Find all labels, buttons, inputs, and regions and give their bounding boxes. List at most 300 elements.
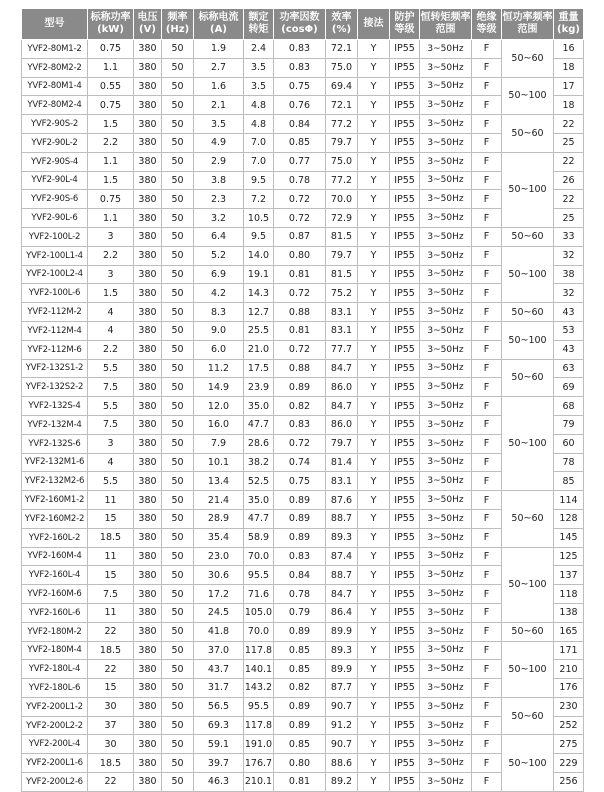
cell-protection: IP55: [390, 190, 420, 209]
cell-current: 46.3: [194, 773, 244, 792]
cell-constant-torque-range: 3~50Hz: [420, 585, 472, 604]
cell-constant-torque-range: 3~50Hz: [420, 152, 472, 171]
cell-connection: Y: [358, 321, 390, 340]
cell-power: 1.5: [88, 115, 134, 134]
cell-efficiency: 72.1: [326, 96, 358, 115]
header-insulation: 绝缘等级: [472, 9, 502, 40]
cell-current: 2.9: [194, 152, 244, 171]
cell-voltage: 380: [134, 716, 162, 735]
cell-power-factor: 0.89: [274, 697, 326, 716]
header-constant-torque-range: 恒转矩频率范围: [420, 9, 472, 40]
cell-torque: 191.0: [244, 735, 274, 754]
cell-model: YVF2-132M2-6: [22, 472, 88, 491]
cell-power-factor: 0.72: [274, 209, 326, 228]
cell-frequency: 50: [162, 77, 194, 96]
cell-model: YVF2-160L-6: [22, 603, 88, 622]
cell-power: 4: [88, 321, 134, 340]
cell-power-factor: 0.88: [274, 303, 326, 322]
cell-frequency: 50: [162, 58, 194, 77]
cell-frequency: 50: [162, 735, 194, 754]
cell-protection: IP55: [390, 509, 420, 528]
cell-power: 15: [88, 566, 134, 585]
cell-protection: IP55: [390, 133, 420, 152]
cell-weight: 230: [554, 697, 584, 716]
cell-current: 17.2: [194, 585, 244, 604]
cell-voltage: 380: [134, 190, 162, 209]
cell-weight: 43: [554, 303, 584, 322]
cell-connection: Y: [358, 190, 390, 209]
header-frequency: 频率(Hz): [162, 9, 194, 40]
table-row: [22, 472, 584, 491]
cell-power: 5.5: [88, 359, 134, 378]
cell-voltage: 380: [134, 96, 162, 115]
cell-frequency: 50: [162, 472, 194, 491]
header-model: 型号: [22, 9, 88, 40]
cell-constant-torque-range: 3~50Hz: [420, 77, 472, 96]
cell-current: 59.1: [194, 735, 244, 754]
cell-constant-torque-range: 3~50Hz: [420, 227, 472, 246]
cell-torque: 14.3: [244, 284, 274, 303]
cell-frequency: 50: [162, 641, 194, 660]
cell-model: YVF2-180M-2: [22, 622, 88, 641]
cell-current: 4.2: [194, 284, 244, 303]
cell-constant-power-range: 50~60: [502, 697, 554, 735]
cell-constant-torque-range: 3~50Hz: [420, 190, 472, 209]
cell-model: YVF2-112M-6: [22, 340, 88, 359]
cell-model: YVF2-112M-2: [22, 303, 88, 322]
cell-model: YVF2-80M2-4: [22, 96, 88, 115]
cell-efficiency: 81.4: [326, 453, 358, 472]
cell-voltage: 380: [134, 246, 162, 265]
table-row: [22, 152, 584, 171]
cell-constant-torque-range: 3~50Hz: [420, 96, 472, 115]
cell-current: 6.0: [194, 340, 244, 359]
cell-power: 11: [88, 491, 134, 510]
cell-frequency: 50: [162, 585, 194, 604]
cell-efficiency: 86.4: [326, 603, 358, 622]
cell-torque: 7.2: [244, 190, 274, 209]
cell-voltage: 380: [134, 378, 162, 397]
cell-weight: 32: [554, 246, 584, 265]
cell-frequency: 50: [162, 622, 194, 641]
cell-current: 35.4: [194, 528, 244, 547]
cell-torque: 70.0: [244, 622, 274, 641]
cell-connection: Y: [358, 528, 390, 547]
cell-power: 3: [88, 227, 134, 246]
cell-model: YVF2-160M-4: [22, 547, 88, 566]
cell-model: YVF2-132M1-6: [22, 453, 88, 472]
cell-model: YVF2-160M2-2: [22, 509, 88, 528]
cell-frequency: 50: [162, 359, 194, 378]
cell-torque: 10.5: [244, 209, 274, 228]
cell-voltage: 380: [134, 321, 162, 340]
cell-model: YVF2-160L-2: [22, 528, 88, 547]
cell-current: 2.7: [194, 58, 244, 77]
cell-power-factor: 0.85: [274, 660, 326, 679]
cell-frequency: 50: [162, 284, 194, 303]
cell-model: YVF2-90L-2: [22, 133, 88, 152]
table-row: [22, 340, 584, 359]
cell-efficiency: 86.0: [326, 378, 358, 397]
cell-insulation: F: [472, 397, 502, 416]
cell-efficiency: 77.7: [326, 340, 358, 359]
cell-insulation: F: [472, 265, 502, 284]
cell-power-factor: 0.81: [274, 265, 326, 284]
cell-constant-torque-range: 3~50Hz: [420, 735, 472, 754]
cell-protection: IP55: [390, 716, 420, 735]
cell-power: 2.2: [88, 133, 134, 152]
cell-power: 18.5: [88, 641, 134, 660]
cell-voltage: 380: [134, 397, 162, 416]
cell-connection: Y: [358, 716, 390, 735]
cell-frequency: 50: [162, 321, 194, 340]
table-row: [22, 209, 584, 228]
cell-connection: Y: [358, 547, 390, 566]
cell-torque: 21.0: [244, 340, 274, 359]
cell-weight: 16: [554, 40, 584, 59]
cell-insulation: F: [472, 434, 502, 453]
cell-current: 1.6: [194, 77, 244, 96]
cell-weight: 114: [554, 491, 584, 510]
cell-frequency: 50: [162, 547, 194, 566]
cell-insulation: F: [472, 491, 502, 510]
cell-constant-power-range: 50~100: [502, 641, 554, 697]
cell-efficiency: 88.6: [326, 754, 358, 773]
cell-weight: 25: [554, 209, 584, 228]
cell-weight: 68: [554, 397, 584, 416]
header-power: 标称功率(kW): [88, 9, 134, 40]
cell-current: 43.7: [194, 660, 244, 679]
cell-weight: 176: [554, 679, 584, 698]
cell-weight: 33: [554, 227, 584, 246]
cell-model: YVF2-160M1-2: [22, 491, 88, 510]
table-row: [22, 735, 584, 754]
cell-power: 11: [88, 547, 134, 566]
cell-protection: IP55: [390, 660, 420, 679]
cell-connection: Y: [358, 491, 390, 510]
cell-connection: Y: [358, 566, 390, 585]
cell-torque: 58.9: [244, 528, 274, 547]
cell-torque: 47.7: [244, 509, 274, 528]
table-row: [22, 434, 584, 453]
cell-torque: 9.5: [244, 227, 274, 246]
cell-power-factor: 0.80: [274, 754, 326, 773]
cell-power-factor: 0.74: [274, 453, 326, 472]
cell-constant-torque-range: 3~50Hz: [420, 509, 472, 528]
cell-power-factor: 0.82: [274, 679, 326, 698]
cell-connection: Y: [358, 697, 390, 716]
cell-torque: 4.8: [244, 115, 274, 134]
cell-insulation: F: [472, 359, 502, 378]
cell-power-factor: 0.83: [274, 58, 326, 77]
cell-voltage: 380: [134, 115, 162, 134]
cell-efficiency: 90.7: [326, 735, 358, 754]
cell-insulation: F: [472, 528, 502, 547]
cell-weight: 22: [554, 190, 584, 209]
cell-weight: 18: [554, 58, 584, 77]
cell-voltage: 380: [134, 58, 162, 77]
cell-protection: IP55: [390, 115, 420, 134]
table-row: [22, 716, 584, 735]
cell-connection: Y: [358, 115, 390, 134]
table-row: [22, 415, 584, 434]
cell-model: YVF2-200L2-2: [22, 716, 88, 735]
cell-voltage: 380: [134, 284, 162, 303]
cell-power-factor: 0.72: [274, 190, 326, 209]
cell-protection: IP55: [390, 415, 420, 434]
cell-power-factor: 0.89: [274, 509, 326, 528]
cell-voltage: 380: [134, 133, 162, 152]
cell-current: 56.5: [194, 697, 244, 716]
cell-efficiency: 79.7: [326, 133, 358, 152]
cell-weight: 17: [554, 77, 584, 96]
cell-frequency: 50: [162, 133, 194, 152]
cell-constant-torque-range: 3~50Hz: [420, 434, 472, 453]
cell-insulation: F: [472, 378, 502, 397]
cell-model: YVF2-90L-4: [22, 171, 88, 190]
cell-protection: IP55: [390, 472, 420, 491]
cell-power: 5.5: [88, 397, 134, 416]
cell-power-factor: 0.78: [274, 585, 326, 604]
cell-torque: 3.5: [244, 77, 274, 96]
cell-frequency: 50: [162, 265, 194, 284]
cell-power-factor: 0.88: [274, 359, 326, 378]
cell-torque: 35.0: [244, 397, 274, 416]
cell-power-factor: 0.77: [274, 152, 326, 171]
cell-protection: IP55: [390, 246, 420, 265]
cell-frequency: 50: [162, 509, 194, 528]
cell-power-factor: 0.84: [274, 115, 326, 134]
cell-voltage: 380: [134, 209, 162, 228]
cell-voltage: 380: [134, 585, 162, 604]
cell-constant-torque-range: 3~50Hz: [420, 171, 472, 190]
cell-frequency: 50: [162, 209, 194, 228]
cell-power: 22: [88, 660, 134, 679]
cell-insulation: F: [472, 697, 502, 716]
cell-connection: Y: [358, 679, 390, 698]
cell-insulation: F: [472, 77, 502, 96]
cell-model: YVF2-200L1-2: [22, 697, 88, 716]
cell-constant-torque-range: 3~50Hz: [420, 321, 472, 340]
cell-protection: IP55: [390, 566, 420, 585]
cell-insulation: F: [472, 340, 502, 359]
cell-voltage: 380: [134, 77, 162, 96]
cell-efficiency: 72.9: [326, 209, 358, 228]
table-row: [22, 265, 584, 284]
cell-protection: IP55: [390, 697, 420, 716]
cell-power-factor: 0.85: [274, 735, 326, 754]
cell-power: 3: [88, 434, 134, 453]
cell-constant-power-range: 50~60: [502, 40, 554, 78]
cell-model: YVF2-112M-4: [22, 321, 88, 340]
cell-constant-torque-range: 3~50Hz: [420, 303, 472, 322]
table-row: [22, 77, 584, 96]
cell-voltage: 380: [134, 152, 162, 171]
cell-efficiency: 83.1: [326, 472, 358, 491]
cell-protection: IP55: [390, 284, 420, 303]
cell-model: YVF2-160M-6: [22, 585, 88, 604]
cell-model: YVF2-90S-4: [22, 152, 88, 171]
cell-insulation: F: [472, 190, 502, 209]
cell-power: 22: [88, 622, 134, 641]
table-row: [22, 40, 584, 59]
cell-efficiency: 77.2: [326, 171, 358, 190]
cell-power-factor: 0.75: [274, 77, 326, 96]
cell-insulation: F: [472, 566, 502, 585]
table-row: [22, 528, 584, 547]
table-row: [22, 773, 584, 792]
cell-efficiency: 89.3: [326, 641, 358, 660]
cell-efficiency: 77.2: [326, 115, 358, 134]
cell-torque: 9.5: [244, 171, 274, 190]
cell-torque: 52.5: [244, 472, 274, 491]
cell-weight: 25: [554, 133, 584, 152]
cell-insulation: F: [472, 115, 502, 134]
cell-constant-torque-range: 3~50Hz: [420, 265, 472, 284]
cell-power-factor: 0.72: [274, 434, 326, 453]
cell-frequency: 50: [162, 303, 194, 322]
cell-connection: Y: [358, 603, 390, 622]
cell-weight: 22: [554, 152, 584, 171]
table-row: [22, 246, 584, 265]
cell-power-factor: 0.89: [274, 491, 326, 510]
cell-protection: IP55: [390, 152, 420, 171]
cell-model: YVF2-90L-6: [22, 209, 88, 228]
cell-power: 18.5: [88, 528, 134, 547]
table-row: [22, 585, 584, 604]
cell-weight: 125: [554, 547, 584, 566]
cell-connection: Y: [358, 641, 390, 660]
cell-constant-torque-range: 3~50Hz: [420, 716, 472, 735]
cell-weight: 85: [554, 472, 584, 491]
cell-power-factor: 0.89: [274, 716, 326, 735]
cell-insulation: F: [472, 773, 502, 792]
cell-power: 2.2: [88, 340, 134, 359]
cell-insulation: F: [472, 660, 502, 679]
cell-protection: IP55: [390, 585, 420, 604]
cell-protection: IP55: [390, 641, 420, 660]
cell-power-factor: 0.82: [274, 397, 326, 416]
cell-model: YVF2-180L-4: [22, 660, 88, 679]
cell-model: YVF2-80M1-4: [22, 77, 88, 96]
cell-efficiency: 83.1: [326, 303, 358, 322]
cell-model: YVF2-180M-4: [22, 641, 88, 660]
cell-current: 23.0: [194, 547, 244, 566]
cell-power: 37: [88, 716, 134, 735]
cell-constant-power-range: 50~100: [502, 397, 554, 491]
cell-current: 8.3: [194, 303, 244, 322]
cell-efficiency: 69.4: [326, 77, 358, 96]
table-header: [22, 9, 584, 40]
cell-protection: IP55: [390, 528, 420, 547]
cell-weight: 128: [554, 509, 584, 528]
cell-current: 28.9: [194, 509, 244, 528]
cell-torque: 210.1: [244, 773, 274, 792]
cell-model: YVF2-132S-4: [22, 397, 88, 416]
cell-weight: 165: [554, 622, 584, 641]
cell-torque: 7.0: [244, 152, 274, 171]
cell-power: 4: [88, 453, 134, 472]
cell-protection: IP55: [390, 453, 420, 472]
cell-insulation: F: [472, 171, 502, 190]
cell-torque: 7.0: [244, 133, 274, 152]
cell-voltage: 380: [134, 265, 162, 284]
cell-insulation: F: [472, 227, 502, 246]
cell-insulation: F: [472, 133, 502, 152]
cell-efficiency: 87.6: [326, 491, 358, 510]
cell-current: 12.0: [194, 397, 244, 416]
cell-voltage: 380: [134, 603, 162, 622]
header-voltage: 电压(V): [134, 9, 162, 40]
cell-voltage: 380: [134, 622, 162, 641]
cell-voltage: 380: [134, 340, 162, 359]
cell-efficiency: 72.1: [326, 40, 358, 59]
cell-insulation: F: [472, 679, 502, 698]
cell-voltage: 380: [134, 434, 162, 453]
cell-power: 7.5: [88, 585, 134, 604]
cell-voltage: 380: [134, 509, 162, 528]
table-row: [22, 378, 584, 397]
cell-weight: 252: [554, 716, 584, 735]
table-row: [22, 96, 584, 115]
cell-power: 22: [88, 773, 134, 792]
cell-weight: 22: [554, 115, 584, 134]
table-row: [22, 453, 584, 472]
cell-weight: 145: [554, 528, 584, 547]
cell-protection: IP55: [390, 603, 420, 622]
cell-power-factor: 0.79: [274, 603, 326, 622]
cell-current: 2.1: [194, 96, 244, 115]
cell-power: 7.5: [88, 415, 134, 434]
cell-efficiency: 87.4: [326, 547, 358, 566]
cell-frequency: 50: [162, 697, 194, 716]
cell-protection: IP55: [390, 171, 420, 190]
cell-current: 7.9: [194, 434, 244, 453]
cell-model: YVF2-132S-6: [22, 434, 88, 453]
cell-model: YVF2-200L2-6: [22, 773, 88, 792]
header-efficiency: 效率(%): [326, 9, 358, 40]
table-row: [22, 115, 584, 134]
cell-frequency: 50: [162, 96, 194, 115]
cell-constant-torque-range: 3~50Hz: [420, 209, 472, 228]
cell-insulation: F: [472, 209, 502, 228]
cell-power: 0.75: [88, 190, 134, 209]
cell-torque: 23.9: [244, 378, 274, 397]
cell-frequency: 50: [162, 246, 194, 265]
cell-efficiency: 90.7: [326, 697, 358, 716]
cell-protection: IP55: [390, 434, 420, 453]
cell-weight: 137: [554, 566, 584, 585]
cell-constant-torque-range: 3~50Hz: [420, 622, 472, 641]
cell-protection: IP55: [390, 754, 420, 773]
cell-insulation: F: [472, 415, 502, 434]
cell-protection: IP55: [390, 227, 420, 246]
table-row: [22, 679, 584, 698]
cell-protection: IP55: [390, 96, 420, 115]
cell-weight: 79: [554, 415, 584, 434]
table-row: [22, 547, 584, 566]
cell-current: 30.6: [194, 566, 244, 585]
cell-connection: Y: [358, 585, 390, 604]
cell-constant-torque-range: 3~50Hz: [420, 641, 472, 660]
cell-protection: IP55: [390, 40, 420, 59]
cell-torque: 28.6: [244, 434, 274, 453]
cell-voltage: 380: [134, 359, 162, 378]
cell-frequency: 50: [162, 152, 194, 171]
cell-constant-torque-range: 3~50Hz: [420, 397, 472, 416]
cell-current: 21.4: [194, 491, 244, 510]
cell-current: 11.2: [194, 359, 244, 378]
